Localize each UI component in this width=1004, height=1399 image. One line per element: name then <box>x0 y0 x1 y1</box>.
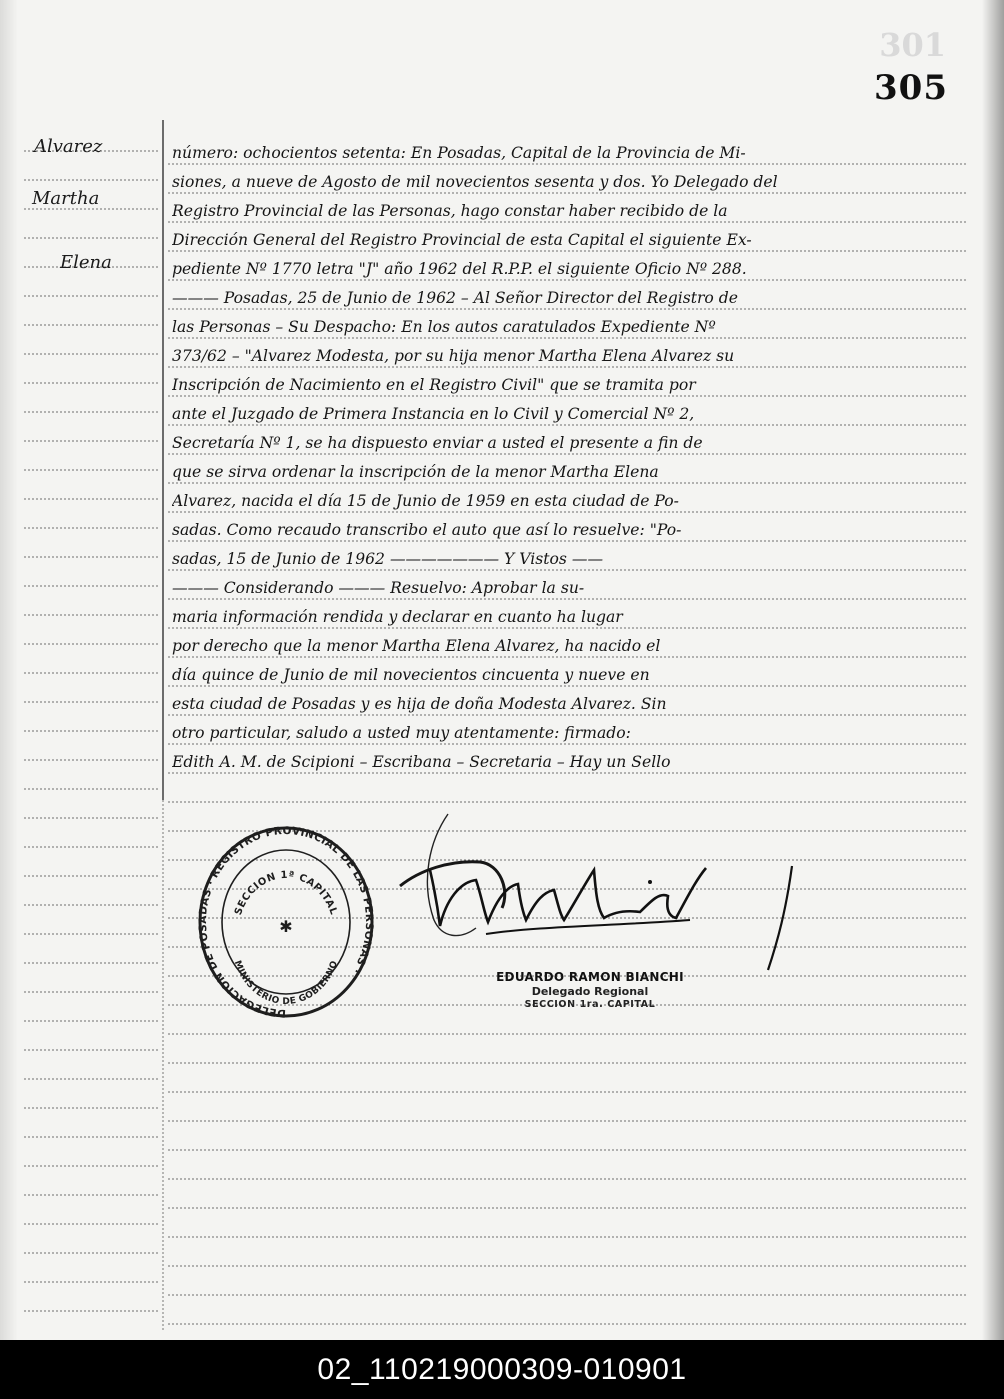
stamp-star-icon: ✱ <box>279 917 293 936</box>
body-line: otro particular, saludo a usted muy atentamente: firmado: <box>172 724 631 742</box>
handwritten-signature <box>390 800 810 980</box>
signature-block <box>460 970 720 1010</box>
document-id-footer: 02_110219000309-010901 <box>0 1340 1004 1399</box>
signatory-title: Delegado Regional <box>531 985 649 998</box>
body-line: Alvarez, nacida el día 15 de Junio de 1959 en esta ciudad de Po- <box>172 492 679 510</box>
body-line: día quince de Junio de mil novecientos cincuenta y nueve en <box>172 666 650 684</box>
body-line: Dirección General del Registro Provincial de esta Capital el siguiente Ex- <box>172 231 752 249</box>
body-line: siones, a nueve de Agosto de mil novecientos sesenta y dos. Yo Delegado del <box>172 173 778 191</box>
body-line: Edith A. M. de Scipioni – Escribana – Secretaria – Hay un Sello <box>172 753 671 771</box>
body-line: Inscripción de Nacimiento en el Registro Civil" que se tramita por <box>172 376 696 394</box>
signatory-name: EDUARDO RAMON BIANCHI <box>496 970 684 984</box>
stamp-outer-text: DELEGACION DE POSADAS · REGISTRO PROVINCIAL DE LAS PERSONAS · <box>196 824 376 1020</box>
margin-middle-name: Elena <box>60 252 112 273</box>
body-line: número: ochocientos setenta: En Posadas, Capital de la Provincia de Mi- <box>172 144 746 162</box>
stamp-inner-top-text: SECCION 1ª CAPITAL <box>233 869 339 917</box>
official-stamp <box>196 824 376 1024</box>
body-line: Registro Provincial de las Personas, hago constar haber recibido de la <box>172 202 728 220</box>
body-line: 373/62 – "Alvarez Modesta, por su hija menor Martha Elena Alvarez su <box>172 347 735 365</box>
body-line: Secretaría Nº 1, se ha dispuesto enviar a usted el presente a fin de <box>172 434 703 452</box>
body-line: esta ciudad de Posadas y es hija de doña Modesta Alvarez. Sin <box>172 695 667 713</box>
body-line: por derecho que la menor Martha Elena Alvarez, ha nacido el <box>172 637 661 655</box>
body-line: que se sirva ordenar la inscripción de la menor Martha Elena <box>172 463 659 481</box>
faint-page-number: 301 <box>879 26 946 64</box>
body-line: sadas. Como recaudo transcribo el auto que así lo resuelve: "Po- <box>172 521 682 539</box>
body-line: las Personas – Su Despacho: En los autos caratulados Expediente Nº <box>172 318 716 336</box>
margin-first-name: Martha <box>32 188 100 209</box>
body-line: sadas, 15 de Junio de 1962 ——————— Y Vistos —— <box>172 550 604 568</box>
body-line: maria información rendida y declarar en cuanto ha lugar <box>172 608 623 626</box>
body-line: ——— Posadas, 25 de Junio de 1962 – Al Señor Director del Registro de <box>172 289 738 307</box>
body-line: ante el Juzgado de Primera Instancia en lo Civil y Comercial Nº 2, <box>172 405 695 423</box>
stamp-inner-bottom-text: MINISTERIO DE GOBIERNO <box>231 959 341 1008</box>
signatory-section: SECCION 1ra. CAPITAL <box>524 999 656 1010</box>
body-line: pediente Nº 1770 letra "J" año 1962 del R.P.P. el siguiente Oficio Nº 288. <box>172 260 747 278</box>
margin-surname: Alvarez <box>34 136 103 157</box>
body-line: ——— Considerando ——— Resuelvo: Aprobar la su- <box>172 579 585 597</box>
svg-text:SECCION 1ª CAPITAL <box>233 870 339 917</box>
page-number: 305 <box>874 68 948 108</box>
